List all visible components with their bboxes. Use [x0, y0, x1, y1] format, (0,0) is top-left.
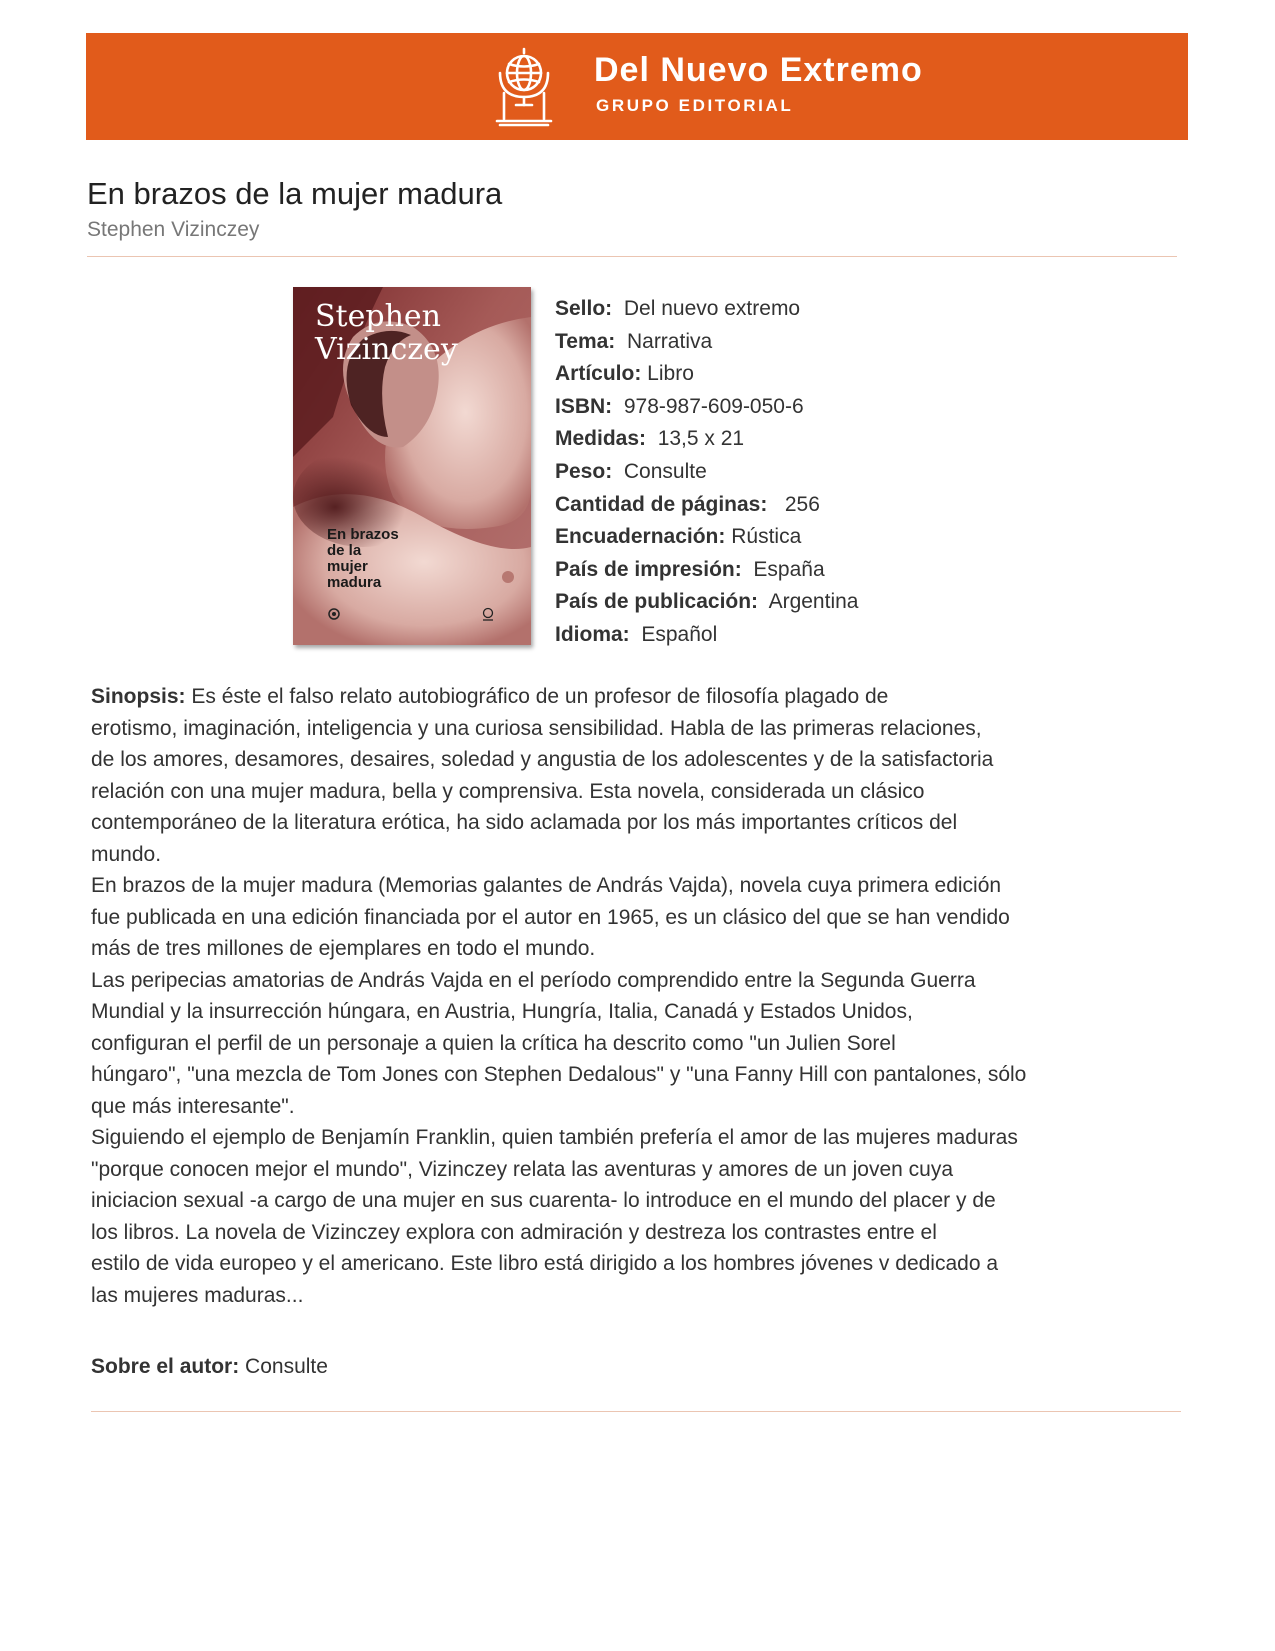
- spec-label: Cantidad de páginas:: [555, 492, 768, 516]
- about-author: [91, 1351, 328, 1382]
- synopsis-line: relación con una mujer madura, bella y comprensiva. Esta novela, considerada un clásico: [91, 779, 925, 803]
- synopsis-label: Sinopsis:: [91, 685, 186, 708]
- bottom-divider: [91, 1411, 1181, 1412]
- synopsis-line: mundo.: [91, 842, 162, 866]
- spec-label: Encuadernación:: [555, 525, 726, 549]
- cover-author-line: Stephen: [315, 299, 441, 334]
- spec-value: Libro: [647, 362, 694, 386]
- spec-value: Del nuevo extremo: [623, 297, 801, 320]
- cover-title: [327, 527, 427, 591]
- spec-row: [555, 326, 858, 359]
- spec-value: Consulte: [623, 459, 707, 483]
- spec-value: España: [753, 557, 825, 581]
- synopsis-line: erotismo, imaginación, inteligencia y una curiosa sensibilidad. Habla de las primeras relaciones,: [91, 716, 982, 740]
- spec-row: [555, 586, 858, 619]
- spec-label: Medidas:: [555, 427, 647, 451]
- spec-label: Tema:: [555, 329, 616, 353]
- spec-row: [555, 619, 858, 652]
- synopsis-line: fue publicada en una edición financiada por el autor en 1965, es un clásico del que se han vendido: [91, 905, 1010, 929]
- spec-label: País de publicación:: [555, 590, 759, 614]
- publisher-name: Del Nuevo Extremo: [594, 51, 923, 89]
- publisher-subtitle: GRUPO EDITORIAL: [596, 96, 794, 115]
- spec-label: Sello:: [555, 297, 613, 320]
- spec-value: 13,5 x 21: [657, 427, 745, 451]
- spec-value: Rústica: [731, 525, 802, 549]
- spec-value: 978-987-609-050-6: [623, 394, 804, 418]
- about-author-label: Sobre el autor:: [91, 1355, 240, 1378]
- synopsis-line: Mundial y la insurrección húngara, en Austria, Hungría, Italia, Canadá y Estados Unidos,: [91, 1000, 913, 1023]
- spec-label: Artículo:: [555, 362, 642, 386]
- synopsis-line: húngaro", "una mezcla de Tom Jones con Stephen Dedalous" y "una Fanny Hill con pantalones, sólo: [91, 1063, 1027, 1086]
- book-author: Stephen Vizinczey: [87, 218, 260, 241]
- spec-row: [555, 423, 858, 456]
- synopsis-line: iniciacion sexual -a cargo de una mujer en sus cuarenta- lo introduce en el mundo del placer y de: [91, 1189, 996, 1212]
- spec-value: Español: [641, 622, 718, 646]
- synopsis-line: las mujeres maduras...: [91, 1283, 304, 1307]
- book-specs: [555, 293, 858, 652]
- spec-value: Argentina: [768, 590, 859, 614]
- synopsis-line: "porque conocen mejor el mundo", Vizinczey relata las aventuras y amores de un joven cuya: [91, 1157, 953, 1181]
- spec-row: [555, 521, 858, 554]
- spec-value: Narrativa: [626, 329, 713, 353]
- spec-row: [555, 554, 858, 587]
- spec-row: [555, 489, 858, 522]
- spec-label: Idioma:: [555, 622, 630, 646]
- spec-row: [555, 456, 858, 489]
- synopsis-line: estilo de vida europeo y el americano. Este libro está dirigido a los hombres jóvenes v dedicado a: [91, 1252, 999, 1275]
- synopsis-line: que más interesante".: [91, 1094, 295, 1118]
- spec-value: 256: [784, 492, 820, 516]
- globe-pavilion-icon: [494, 47, 562, 127]
- book-cover-image: [293, 287, 531, 645]
- cover-title-line: En brazos: [327, 526, 399, 543]
- synopsis-line: En brazos de la mujer madura (Memorias galantes de András Vajda), novela cuya primera edición: [91, 874, 1002, 897]
- spec-label: País de impresión:: [555, 557, 742, 581]
- synopsis-line: Siguiendo el ejemplo de Benjamín Franklin, quien también prefería el amor de las mujeres maduras: [91, 1126, 1018, 1149]
- synopsis-line: de los amores, desamores, desaires, soledad y angustia de los adolescentes y de la satisfactoria: [91, 748, 994, 771]
- synopsis-line: Las peripecias amatorias de András Vajda en el período comprendido entre la Segunda Guerra: [91, 968, 976, 992]
- top-divider: [87, 256, 1177, 257]
- publisher-banner: [86, 33, 1188, 140]
- spec-row: [555, 293, 858, 326]
- spec-label: ISBN:: [555, 394, 613, 418]
- synopsis-line: configuran el perfil de un personaje a quien la crítica ha descrito como "un Julien Sorel: [91, 1031, 896, 1055]
- spec-row: [555, 358, 858, 391]
- synopsis-text: Es éste el falso relato autobiográfico de un profesor de filosofía plagado de: [191, 685, 889, 708]
- spec-label: Peso:: [555, 459, 613, 483]
- cover-author-line: Vizinczey: [315, 332, 458, 367]
- synopsis-line: [91, 681, 1171, 713]
- synopsis-line: más de tres millones de ejemplares en todo el mundo.: [91, 937, 596, 960]
- publisher-mark-icon: [481, 607, 495, 621]
- cover-title-line: mujer: [327, 558, 368, 575]
- cover-title-line: de la: [327, 542, 362, 559]
- cover-title-line: madura: [327, 574, 382, 591]
- synopsis: [91, 681, 1171, 1311]
- synopsis-line: los libros. La novela de Vizinczey explora con admiración y destreza los contrastes entre el: [91, 1220, 937, 1244]
- synopsis-line: contemporáneo de la literatura erótica, ha sido aclamada por los más importantes críticos del: [91, 811, 958, 834]
- spec-row: [555, 391, 858, 424]
- cover-author: [315, 300, 525, 366]
- imprint-mark-icon: [327, 607, 341, 621]
- page-title: En brazos de la mujer madura: [87, 176, 503, 211]
- about-author-value: Consulte: [245, 1355, 328, 1378]
